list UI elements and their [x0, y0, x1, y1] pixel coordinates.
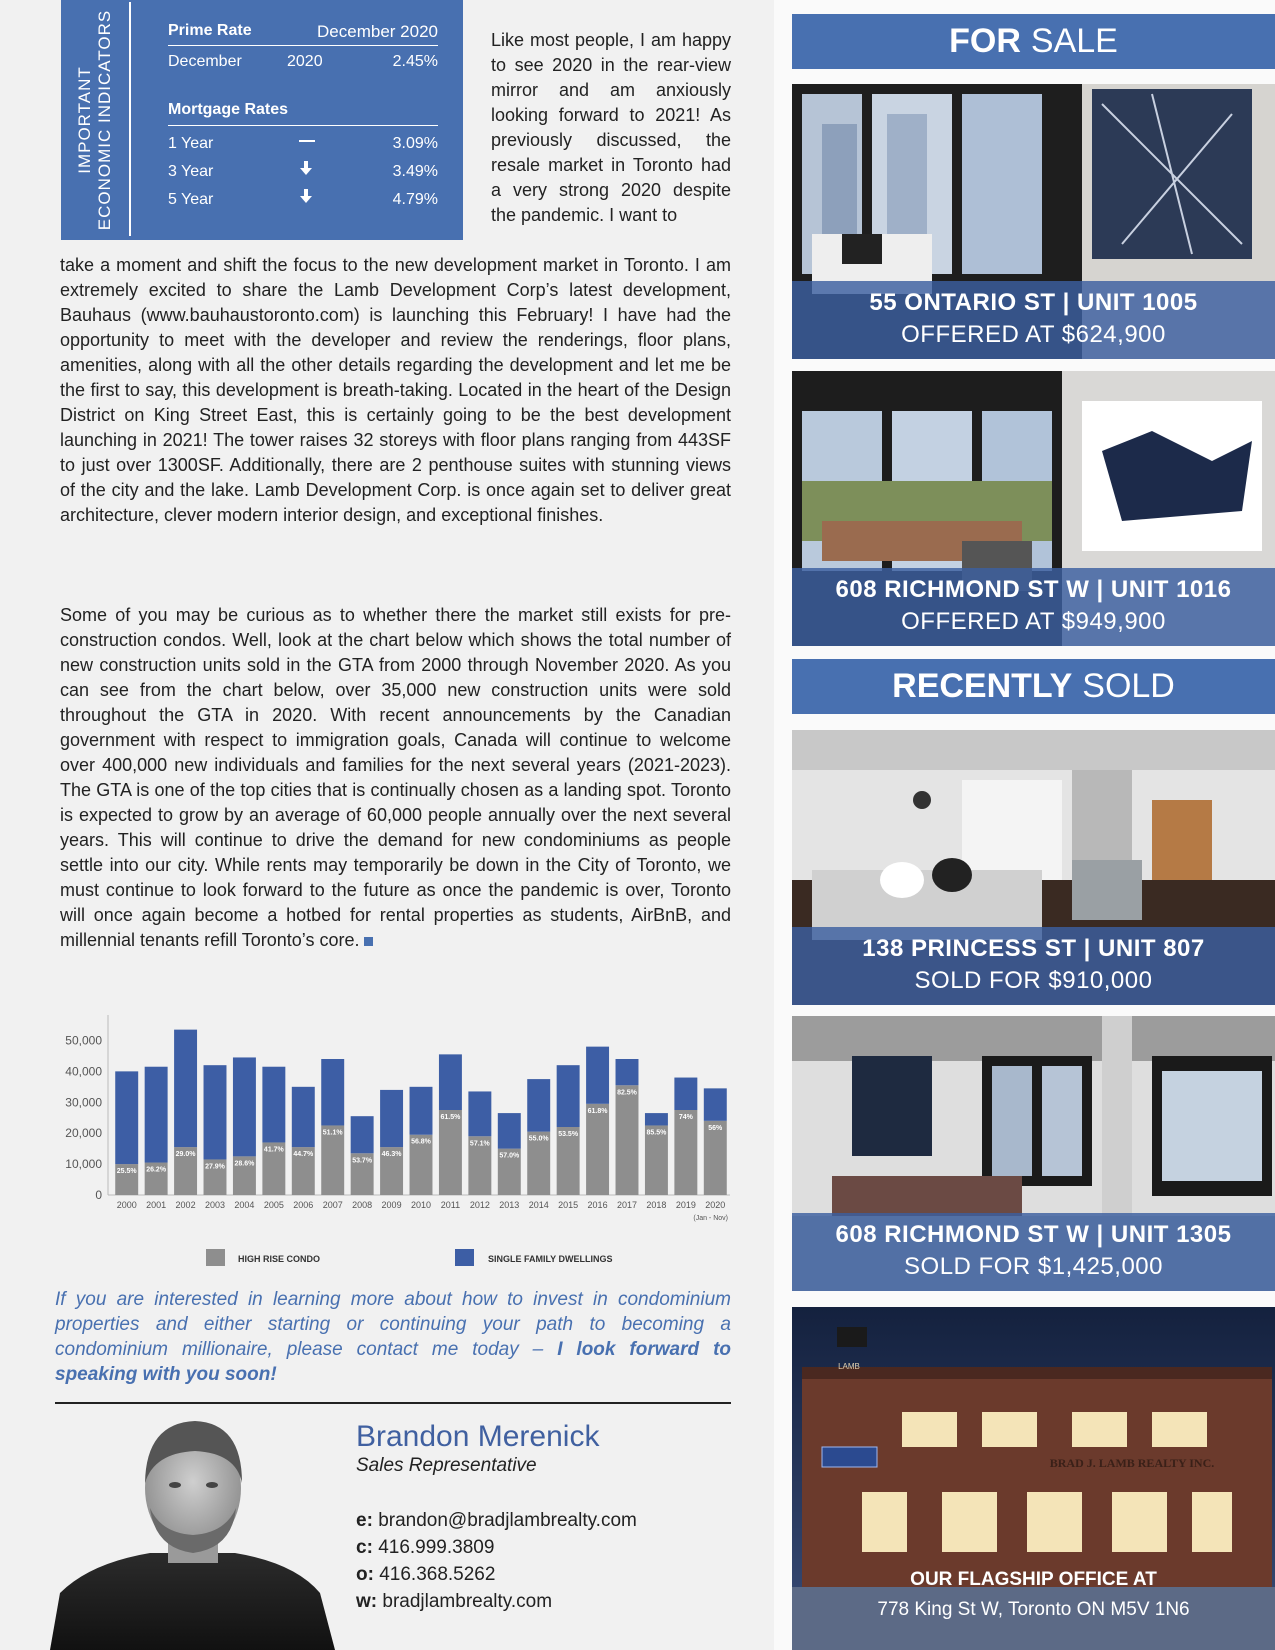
indicators-vertical-title — [75, 10, 115, 230]
contact-cell[interactable] — [356, 1537, 494, 1559]
bar-single-family — [204, 1065, 227, 1159]
sold-address: 138 PRINCESS ST | UNIT 807 — [862, 935, 1205, 962]
bar-single-family — [262, 1067, 285, 1143]
listing-price: OFFERED AT $949,900 — [901, 608, 1166, 635]
article-paragraph-2-text: Some of you may be curious as to whether there the market still exists for pre-construction condos. Well, look at the chart below which shows the total number of new construction units sold in the GTA from 2000 through November 2020. As you can see from the chart below, over 35,000 new construction units were sold throughout the GTA in 2020. With recent announcements by the Canadian government with respect to immigration goals, Canada will continue to welcome over 400,000 new individuals and families for the next several years (2021-2023). The GTA is one of the top cities that is continually chosen as a landing spot. Toronto is expected to grow by an average of 60,000 people annually over the next several years. This will continue to drive the demand for new condominiums as people settle into our city. While rents may temporarily be down in the City of Toronto, we must continue to look forward to the future as once the pandemic is over, Toronto will once again become a hotbed for rental properties as students, AirBnB, and millennial tenants refill Toronto’s core. — [60, 605, 731, 950]
mortgage-rates-label: Mortgage Rates — [168, 101, 289, 118]
listing-card[interactable] — [792, 371, 1275, 646]
contact-office[interactable] — [356, 1564, 495, 1586]
office-logo: LAMB — [838, 1362, 860, 1371]
cta-text: If you are interested in learning more about how to invest in condominium properties and either starting or continuing your path to becoming a condominium millionaire, please contact me today – — [55, 1289, 731, 1360]
bar-high-rise-condo — [704, 1121, 727, 1195]
listing-caption — [792, 281, 1275, 359]
bar-single-family — [468, 1091, 491, 1136]
bar-high-rise-condo — [586, 1104, 609, 1195]
office-address: 778 King St W, Toronto ON M5V 1N6 — [877, 1599, 1190, 1620]
mortgage-rule — [168, 125, 438, 126]
article-paragraph-1: take a moment and shift the focus to the new development market in Toronto. I am extremely excited to share the Lamb Development Corp’s latest development, Bauhaus (www.bauhaustoronto.com) is launching this February! I have had the opportunity to meet with the developer and review the renderings, floor plans, amenities, along with all the other details regarding the development and let me be the first to say, this development is breath-taking. Located in the heart of the Design District on King Street East, this is certainly going to be the best development launching in 2021! The tower raises 32 storeys with floor plans ranging from 443SF to just over 1300SF. Additionally, there are 2 penthouse suites with stunning views of the city and the lake. Lamb Development Corp. is once again set to deliver great architecture, clever modern interior design, and exceptional finishes. — [60, 255, 731, 525]
contact-value: 416.368.5262 — [379, 1564, 496, 1585]
mortgage-term: 3 Year — [168, 163, 214, 180]
bar-percent-label: 56.8% — [411, 1138, 431, 1146]
listing-address: 55 ONTARIO ST | UNIT 1005 — [869, 289, 1198, 316]
x-tick-label: 2015 — [558, 1200, 579, 1210]
for-sale-bold: FOR — [949, 22, 1021, 60]
bar-percent-label: 28.6% — [234, 1160, 255, 1168]
prime-rate-value: 2.45% — [392, 53, 438, 70]
bar-single-family — [439, 1054, 462, 1110]
listing-price: OFFERED AT $624,900 — [901, 321, 1166, 348]
sold-caption — [792, 1213, 1275, 1291]
agent-name: Brandon Merenick — [356, 1420, 600, 1453]
x-tick-label: 2007 — [322, 1200, 343, 1210]
bar-single-family — [527, 1079, 550, 1132]
listing-card[interactable] — [792, 84, 1275, 359]
bar-single-family — [674, 1078, 697, 1110]
down-arrow-icon — [299, 188, 313, 209]
bar-single-family — [704, 1088, 727, 1120]
bar-percent-label: 46.3% — [381, 1151, 402, 1159]
bar-single-family — [498, 1113, 521, 1149]
bar-single-family — [115, 1071, 138, 1164]
bar-percent-label: 56% — [708, 1124, 723, 1132]
bar-single-family — [174, 1030, 197, 1147]
sold-price: SOLD FOR $1,425,000 — [904, 1253, 1163, 1280]
for-sale-banner — [792, 14, 1275, 69]
cta-bold-text: I look forward to speaking with you soon! — [55, 1339, 731, 1385]
sold-caption — [792, 927, 1275, 1005]
x-tick-label: 2016 — [587, 1200, 608, 1210]
flagship-office-card[interactable] — [792, 1307, 1275, 1650]
contact-key: w: — [356, 1591, 378, 1612]
x-tick-label: 2010 — [410, 1200, 432, 1210]
x-tick-label: 2017 — [616, 1200, 638, 1210]
y-tick-label: 0 — [95, 1188, 102, 1202]
bar-percent-label: 29.0% — [175, 1151, 196, 1159]
chart-bars — [115, 1030, 727, 1195]
bar-single-family — [410, 1087, 433, 1135]
mortgage-rate: 3.49% — [392, 163, 438, 180]
economic-indicators-box — [61, 0, 463, 240]
chart-x-note: (Jan - Nov) — [693, 1215, 728, 1222]
bar-percent-label: 53.7% — [352, 1157, 373, 1165]
prime-rate-rule — [168, 45, 438, 46]
sold-card[interactable] — [792, 1016, 1275, 1291]
office-caption-line1: OUR FLAGSHIP OFFICE AT — [910, 1569, 1157, 1590]
legend-label-single-family: SINGLE FAMILY DWELLINGS — [488, 1254, 613, 1264]
bar-percent-label: 26.2% — [146, 1166, 167, 1174]
chart-x-axis — [117, 1200, 726, 1210]
bar-single-family — [616, 1059, 639, 1085]
indicators-divider — [129, 2, 131, 236]
bar-single-family — [292, 1087, 315, 1147]
units-sold-chart — [40, 1010, 740, 1260]
x-tick-label: 2014 — [528, 1200, 549, 1210]
prime-month: December — [168, 53, 242, 70]
y-tick-label: 10,000 — [65, 1157, 102, 1172]
bar-percent-label: 57.0% — [499, 1152, 520, 1160]
mortgage-rate: 4.79% — [392, 191, 438, 208]
call-to-action — [55, 1287, 731, 1387]
sold-price: SOLD FOR $910,000 — [914, 967, 1153, 994]
listing-address: 608 RICHMOND ST W | UNIT 1016 — [835, 576, 1232, 603]
y-tick-label: 50,000 — [65, 1033, 102, 1048]
bar-high-rise-condo — [674, 1110, 697, 1195]
bar-single-family — [586, 1047, 609, 1104]
contact-value: brandon@bradjlambrealty.com — [378, 1510, 637, 1531]
x-tick-label: 2005 — [263, 1200, 284, 1210]
prime-rate-label: Prime Rate — [168, 22, 252, 39]
mortgage-rate: 3.09% — [392, 135, 438, 152]
x-tick-label: 2001 — [146, 1200, 167, 1210]
bar-single-family — [557, 1065, 580, 1127]
bar-percent-label: 53.5% — [558, 1131, 579, 1138]
y-tick-label: 20,000 — [65, 1126, 102, 1141]
bar-single-family — [645, 1113, 668, 1125]
office-sign: BRAD J. LAMB REALTY INC. — [1049, 1456, 1215, 1470]
x-tick-label: 2002 — [175, 1200, 196, 1210]
bar-percent-label: 82.5% — [617, 1089, 637, 1097]
for-sale-light: SALE — [1030, 22, 1118, 60]
x-tick-label: 2013 — [499, 1200, 520, 1210]
x-tick-label: 2006 — [293, 1200, 314, 1210]
bar-percent-label: 44.7% — [293, 1151, 314, 1159]
agent-photo — [50, 1413, 335, 1650]
bar-percent-label: 74% — [678, 1114, 693, 1121]
prime-rate-date: December 2020 — [317, 22, 438, 41]
y-tick-label: 30,000 — [65, 1095, 102, 1110]
indicators-title-line1: IMPORTANT — [75, 66, 94, 174]
sold-address: 608 RICHMOND ST W | UNIT 1305 — [835, 1221, 1232, 1248]
recently-sold-banner — [792, 659, 1275, 714]
contact-value: 416.999.3809 — [378, 1537, 495, 1558]
mortgage-term: 5 Year — [168, 191, 214, 208]
end-mark-icon — [364, 937, 373, 946]
down-arrow-icon — [299, 160, 313, 181]
bar-high-rise-condo — [616, 1085, 639, 1195]
contact-value: bradjlambrealty.com — [382, 1591, 553, 1612]
bar-percent-label: 51.1% — [322, 1129, 343, 1137]
recently-sold-light: SOLD — [1082, 667, 1175, 705]
x-tick-label: 2018 — [646, 1200, 667, 1210]
contact-key: o: — [356, 1564, 374, 1585]
article-intro: Like most people, I am happy to see 2020 in the rear-view mirror and am anxiously looking forward to 2021! As previously discussed, the resale market in Toronto had a very strong 2020 despite the pandemic. I want to — [491, 30, 731, 225]
x-tick-label: 2000 — [116, 1200, 137, 1210]
bar-high-rise-condo — [439, 1110, 462, 1195]
contact-key: c: — [356, 1537, 373, 1558]
prime-year: 2020 — [287, 53, 323, 70]
bar-percent-label: 57.1% — [469, 1140, 490, 1148]
contact-website[interactable] — [356, 1591, 552, 1613]
sold-card[interactable] — [792, 730, 1275, 1005]
article-paragraph-2 — [60, 603, 731, 953]
x-tick-label: 2003 — [204, 1200, 226, 1210]
bar-single-family — [145, 1067, 168, 1163]
bar-percent-label: 55.0% — [528, 1135, 549, 1143]
x-tick-label: 2012 — [469, 1200, 490, 1210]
legend-swatch-condo — [206, 1249, 225, 1266]
legend-swatch-single-family — [455, 1249, 474, 1266]
x-tick-label: 2008 — [352, 1200, 373, 1210]
x-tick-label: 2020 — [705, 1200, 726, 1210]
agent-title: Sales Representative — [356, 1455, 537, 1476]
section-divider — [55, 1402, 731, 1404]
listing-caption — [792, 568, 1275, 646]
bar-percent-label: 61.8% — [587, 1107, 608, 1115]
bar-percent-label: 85.5% — [646, 1129, 667, 1137]
bar-single-family — [380, 1090, 403, 1147]
bar-single-family — [233, 1057, 256, 1156]
contact-email[interactable] — [356, 1510, 637, 1532]
legend-label-condo: HIGH RISE CONDO — [238, 1254, 321, 1264]
mortgage-term: 1 Year — [168, 135, 214, 152]
contact-key: e: — [356, 1510, 373, 1531]
y-tick-label: 40,000 — [65, 1064, 102, 1079]
x-tick-label: 2004 — [234, 1200, 255, 1210]
x-tick-label: 2019 — [675, 1200, 696, 1210]
x-tick-label: 2009 — [381, 1200, 402, 1210]
bar-percent-label: 25.5% — [116, 1168, 137, 1176]
bar-percent-label: 41.7% — [263, 1146, 284, 1154]
bar-percent-label: 61.5% — [440, 1114, 461, 1121]
bar-single-family — [321, 1059, 344, 1125]
x-tick-label: 2011 — [440, 1200, 461, 1210]
bar-percent-label: 27.9% — [205, 1163, 225, 1171]
flat-trend-icon — [297, 133, 317, 151]
bar-single-family — [351, 1116, 374, 1153]
recently-sold-bold: RECENTLY — [892, 667, 1073, 705]
indicators-title-line2: ECONOMIC INDICATORS — [95, 9, 114, 231]
